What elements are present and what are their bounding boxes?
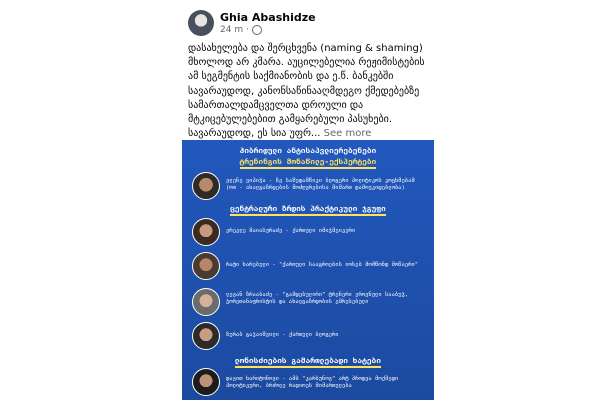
graphic-title-line2: ტრენინგის მონაწილე-ექსპერტები [240, 157, 377, 169]
person-row [192, 368, 428, 396]
author-avatar[interactable] [188, 10, 214, 36]
post-meta [220, 25, 262, 35]
person-description: ლევან ზრააბაძე - "გამდებულირი" ტრენერი ეროვნული სააბუჯ, ჯორეთანაფრისტის და ახალგაზრდობის ემრესებული [226, 292, 409, 305]
person-row [192, 218, 428, 246]
globe-icon [252, 25, 262, 35]
post-image[interactable] [182, 140, 434, 400]
person-photo [192, 172, 220, 200]
separator-dot: · [246, 25, 249, 35]
post-text-line: სამართალდამცველთა დროული და [188, 99, 364, 111]
section-heading-3 [182, 356, 434, 368]
post-text-truncated: სავარაუდოდ, ეს სია უფრ... [188, 128, 321, 140]
person-photo [192, 368, 220, 396]
post-text [188, 42, 432, 141]
person-row [192, 172, 428, 200]
person-row [192, 288, 428, 316]
person-row [192, 322, 428, 350]
post-text-line: მხოლოდ არ კმარა. აუცილებელია რეჟიმისტების [188, 57, 425, 69]
graphic-title-line1: ჰიბრიდული ანტისაპვლიერებენები [239, 146, 377, 155]
author-name[interactable]: Ghia Abashidze [220, 11, 316, 24]
person-photo [192, 322, 220, 350]
post-text-line: ამ სეგმენტის საქმიანობის და ე.წ. ბანკებში [188, 71, 394, 83]
person-description: ერეკლე მაიასურაძე - ქართული იმიჯმეიკერი [226, 228, 356, 234]
person-photo [192, 288, 220, 316]
person-photo [192, 252, 220, 280]
facebook-post [182, 0, 434, 400]
person-description: ელენე ვიპიჭა - ზე საშედამწიკი ბლოგერი პოლიტიკოს კოცხმებამ (ოთ - ახალგაზრდების მოძღვრებისა მიმართ დამოუკიდებლობა) [226, 178, 415, 191]
section-heading-2-text: ცენტრალური ზრდის პრაქტიკული ჯგუფი [230, 204, 386, 216]
person-description: ზურაბ გაჯაიშვილი - ქართული ბლოგერი [226, 332, 339, 338]
post-text-line: სავარაუდოდ, კანონსაწინააღმდეგო ქმედებებზე [188, 85, 420, 97]
section-heading-3-text: ლონისძიების გამართლებადი ხატები [235, 356, 381, 368]
post-time[interactable]: 24 m [220, 25, 244, 35]
person-description: რატი ხარებული - "ქართული სააგროების იოსებ მომწონდ მოწაერი" [226, 262, 419, 268]
post-text-line: დასახელება და შერცხვენა (naming & shaming) [188, 43, 423, 54]
see-more-link[interactable]: See more [323, 128, 372, 140]
person-photo [192, 218, 220, 246]
post-text-line: მტკიცებულებებით გამყარებული პასუხები. [188, 114, 392, 126]
graphic-title [182, 146, 434, 169]
section-heading-2 [182, 204, 434, 216]
person-description: დავით ხარიტონოვი - ამბ "კარბუნოვ" არტ პროდვა მოქმედი პოლიტიკური, ბრძოლე რადიოეს მიმართულება [226, 376, 399, 389]
person-row [192, 252, 428, 280]
